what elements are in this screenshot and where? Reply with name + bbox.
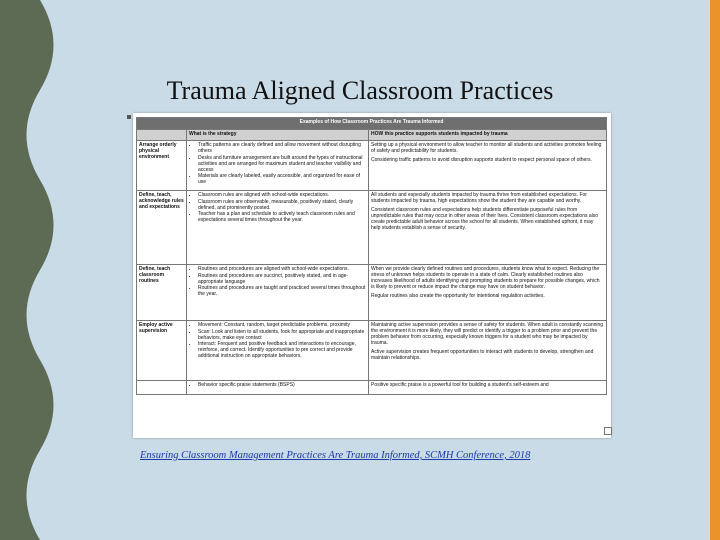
paragraph: Maintaining active supervision provides a sense of safety for students. When adult is constantly scanning the environment it is more likely, they will predict or identify a trigger to a problem prior and prevent the problem behavior from occurring, especially known triggers for a student who may be impacted by trauma. (371, 322, 604, 346)
support-explanation-cell (369, 191, 607, 265)
column-header: HOW this practice supports students impacted by trauma (369, 130, 607, 141)
support-explanation-cell (369, 381, 607, 395)
paragraph: Considering traffic patterns to avoid disruption supports student to respect personal space of others. (371, 157, 592, 163)
table-row (137, 381, 607, 395)
list-item: • Traffic patterns are clearly defined and allow movement without disrupting others (198, 142, 366, 154)
strategy-cell: Arrange orderly physical environment (137, 141, 187, 191)
strategy-description-cell (187, 321, 369, 381)
image-marker (127, 115, 131, 119)
strategy-description-cell (187, 265, 369, 321)
strategy-cell: Define, teach, acknowledge rules and expectations (137, 191, 187, 265)
list-item: • Routines and procedures are succinct, positively stated, and in age-appropriate language (198, 273, 366, 285)
support-explanation-cell (369, 141, 607, 191)
support-explanation-cell (369, 265, 607, 321)
paragraph: Regular routines also create the opportunity for intentional regulation activities. (371, 293, 545, 299)
table-row (137, 141, 607, 191)
table-row (137, 265, 607, 321)
column-header (137, 130, 187, 141)
list-item: • Movement: Constant, random, target predictable problems, proximity (198, 322, 366, 328)
list-item: • Routines and procedures are taught and practiced several times throughout the year. (198, 285, 366, 297)
practices-table (136, 117, 607, 395)
table-row (137, 191, 607, 265)
list-item: • Routines and procedures are aligned with school-wide expectations. (198, 266, 366, 272)
resize-handle-icon (604, 427, 612, 435)
strategy-cell (137, 381, 187, 395)
list-item: • Behavior specific praise statements (BSPS) (198, 382, 366, 388)
support-explanation-cell (369, 321, 607, 381)
table-row (137, 321, 607, 381)
list-item: • Desks and furniture arrangement are built around the types of instructional activities and are arranged for maximum student and teacher visibility and access (198, 155, 366, 173)
strategy-description-cell (187, 141, 369, 191)
list-item: • Classroom rules are aligned with school-wide expectations. (198, 192, 366, 198)
list-item: • Teacher has a plan and schedule to actively teach classroom rules and expectations several times throughout the year. (198, 211, 366, 223)
list-item: • Scan: Look and listen to all students, look for appropriate and inappropriate behaviors, make eye contact (198, 329, 366, 341)
strategy-cell: Employ active supervision (137, 321, 187, 381)
strategy-cell: Define, teach classroom routines (137, 265, 187, 321)
strategy-description-cell (187, 191, 369, 265)
table-title: Examples of How Classroom Practices Are Trauma Informed (137, 118, 607, 130)
citation-link[interactable]: Ensuring Classroom Management Practices Are Trauma Informed, SCMH Conference, 2018 (140, 450, 531, 461)
paragraph: All students and especially students impacted by trauma thrive from established expectations. For students impacted by trauma, high expectations show the student they are capable and worthy. (371, 192, 587, 204)
list-item: • Interact: Frequent and positive feedback and interactions to encourage, reinforce, and correct. Identify opportunities to pre correct and provide additional instruction on appropriate behaviors. (198, 341, 366, 359)
list-item: • Materials are clearly labeled, easily accessible, and organized for ease of use (198, 173, 366, 185)
slide-title: Trauma Aligned Classroom Practices (166, 76, 554, 105)
column-header: What is the strategy (187, 130, 369, 141)
paragraph: Positive specific praise is a powerful tool for building a student's self-esteem and (371, 382, 549, 388)
paragraph: Consistent classroom rules and expectations help students differentiate purposeful rules from unpredictable rules that may occur in other areas of their lives. Consistent classroom expectations also create predictable adult behavior across the school for all students. When established upfront, it may help students establish a sense of security. (371, 207, 599, 231)
paragraph: Setting up a physical environment to allow teacher to monitor all students and activities promotes feeling of safety and predictability for students. (371, 142, 602, 154)
paragraph: When we provide clearly defined routines and procedures, students know what to expect. Reducing the stress of unknown helps students to operate in a state of calm. Clearly established routines also increases likelihood of adults identifying and prompting students to prepare for possible changes, which is likely to prevent or reduce impact the change may have on student behavior. (371, 266, 600, 290)
paragraph: Active supervision creates frequent opportunities to interact with students to develop, strengthen and maintain relationships. (371, 349, 594, 361)
strategy-description-cell (187, 381, 369, 395)
list-item: • Classroom rules are observable, measurable, positively stated, clearly defined, and prominently posted. (198, 199, 366, 211)
